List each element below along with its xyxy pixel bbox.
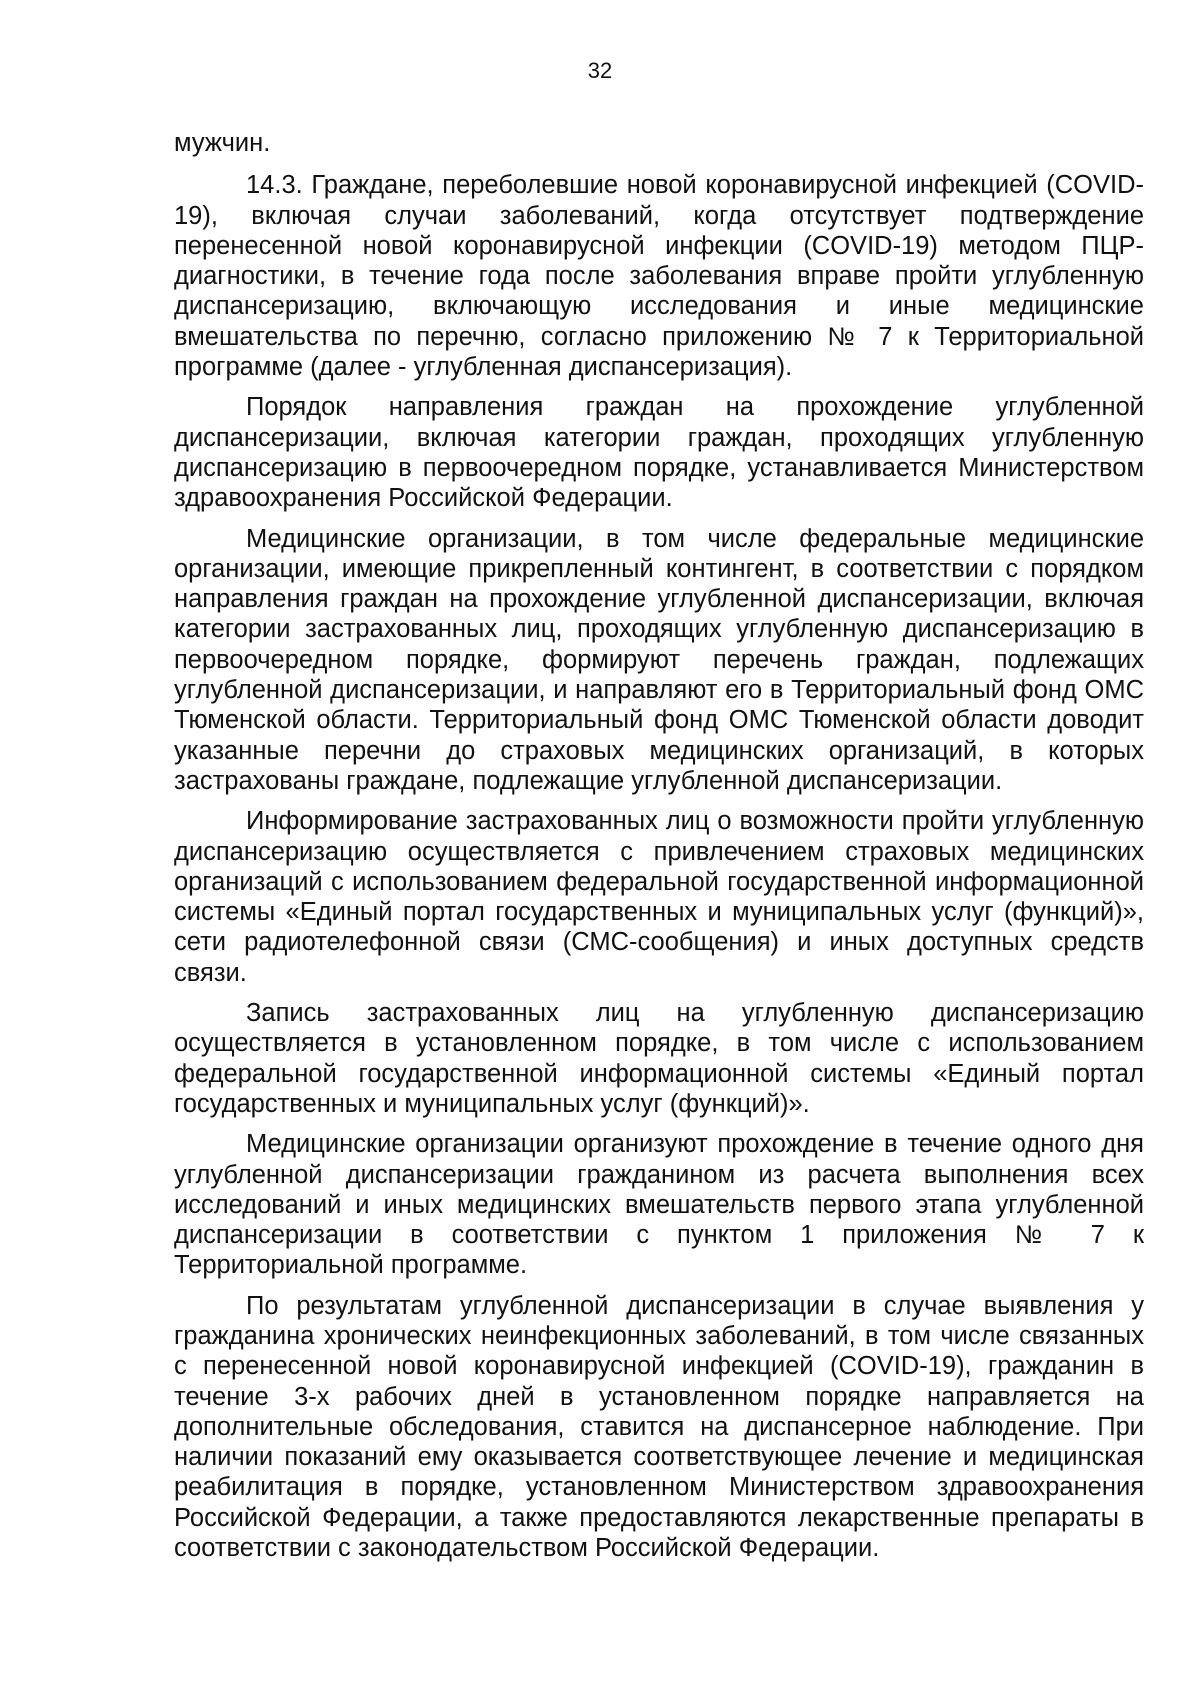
document-body [174, 128, 1144, 1573]
page-number: 32 [587, 58, 613, 83]
paragraph-item-14-3: 14.3. Граждане, переболевшие новой коронавирусной инфекцией (COVID-19), включая случаи заболеваний, когда отсутствует подтверждение перенесенной новой коронавирусной инфекции (COVID-19) методом ПЦР-диагностики, в течение года после заболевания вправе пройти углубленную диспансеризацию, включающую исследования и иные медицинские вмешательства по перечню, согласно приложению № 7 к Территориальной программе (далее - углубленная диспансеризация). [174, 171, 1144, 382]
paragraph: По результатам углубленной диспансеризации в случае выявления у гражданина хронических неинфекционных заболеваний, в том числе связанных с перенесенной новой коронавирусной инфекцией (COVID-19), гражданин в течение 3-х рабочих дней в установленном порядке направляется на дополнительные обследования, ставится на диспансерное наблюдение. При наличии показаний ему оказывается соответствующее лечение и медицинская реабилитация в порядке, установленном Министерством здравоохранения Российской Федерации, а также предоставляются лекарственные препараты в соответствии с законодательством Российской Федерации. [174, 1291, 1144, 1563]
paragraph: Запись застрахованных лиц на углубленную диспансеризацию осуществляется в установленном порядке, в том числе с использованием федеральной государственной информационной системы «Единый портал государственных и муниципальных услуг (функций)». [174, 999, 1144, 1118]
paragraph: Медицинские организации, в том числе федеральные медицинские организации, имеющие прикрепленный контингент, в соответствии с порядком направления граждан на прохождение углубленной диспансеризации, включая категории застрахованных лиц, проходящих углубленную диспансеризацию в первоочередном порядке, формируют перечень граждан, подлежащих углубленной диспансеризации, и направляют его в Территориальный фонд ОМС Тюменской области. Территориальный фонд ОМС Тюменской области доводит указанные перечни до страховых медицинских организаций, в которых застрахованы граждане, подлежащие углубленной диспансеризации. [174, 524, 1144, 795]
paragraph: Медицинские организации организуют прохождение в течение одного дня углубленной диспансеризации гражданином из расчета выполнения всех исследований и иных медицинских вмешательств первого этапа углубленной диспансеризации в соответствии с пунктом 1 приложения № 7 к Территориальной программе. [174, 1130, 1144, 1280]
paragraph-continuation: мужчин. [174, 129, 271, 157]
paragraph: Порядок направления граждан на прохождение углубленной диспансеризации, включая категории граждан, проходящих углубленную диспансеризацию в первоочередном порядке, устанавливается Министерством здравоохранения Российской Федерации. [174, 393, 1144, 513]
paragraph: Информирование застрахованных лиц о возможности пройти углубленную диспансеризацию осуществляется с привлечением страховых медицинских организаций с использованием федеральной государственной информационной системы «Единый портал государственных и муниципальных услуг (функций)», сети радиотелефонной связи (СМС-сообщения) и иных доступных средств связи. [174, 807, 1144, 987]
